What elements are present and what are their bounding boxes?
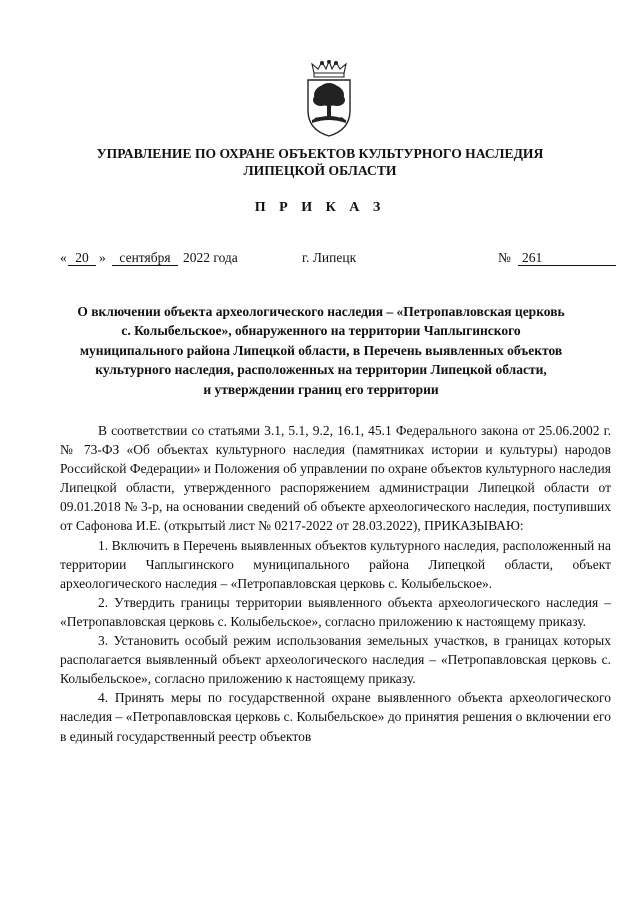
coat-of-arms-emblem xyxy=(300,60,358,138)
date-close-quote: » xyxy=(99,250,106,265)
preamble-paragraph: В соответствии со статьями 3.1, 5.1, 9.2, 16.1, 45.1 Федерального закона от 25.06.2002 г. № 73-ФЗ «Об объектах культурного наследия (памятниках истории и культуры) народов Российской Федерации» и Положения об управлении по охране объектов культурного наследия Липецкой области, утвержденного распоряжением администрации Липецкой области от 09.01.2018 № 3-р, на основании сведений об объекте археологического наследия, поступивших от Сафонова И.Е. (открытый лист № 0217-2022 от 28.03.2022), ПРИКАЗЫВАЮ: xyxy=(60,423,611,534)
number-sign: № xyxy=(498,250,511,265)
title-line: с. Колыбельское», обнаруженного на территории Чаплыгинского xyxy=(121,323,521,339)
org-line-1: УПРАВЛЕНИЕ ПО ОХРАНЕ ОБЪЕКТОВ КУЛЬТУРНОГО НАСЛЕДИЯ xyxy=(96,146,544,161)
city: г. Липецк xyxy=(302,250,357,265)
order-body xyxy=(60,421,611,746)
document-type: П Р И К А З xyxy=(254,200,386,215)
title-line: муниципального района Липецкой области, в Перечень выявленных объектов xyxy=(79,342,563,358)
organization-name xyxy=(60,145,580,179)
order-title xyxy=(60,302,582,399)
date-year: 2022 года xyxy=(183,250,238,265)
order-number: 261 xyxy=(518,250,616,266)
clause-2: 2. Утвердить границы территории выявленного объекта археологического наследия – «Петропавловская церковь с. Колыбельское», согласно приложению к настоящему приказу. xyxy=(60,594,611,629)
clause-4: 4. Принять меры по государственной охране выявленного объекта археологического наследия – «Петропавловская церковь с. Колыбельское» до принятия решения о включении его в единый государственный реестр объектов xyxy=(60,690,611,744)
title-line: и утверждении границ его территории xyxy=(203,381,439,397)
title-line: культурного наследия, расположенных на территории Липецкой области, xyxy=(95,362,547,378)
title-line: О включении объекта археологического наследия – «Петропавловская церковь xyxy=(77,304,565,319)
clause-1: 1. Включить в Перечень выявленных объектов культурного наследия, расположенный на территории Чаплыгинского муниципального района Липецкой области, объект археологического наследия – «Петропавловская церковь с. Колыбельское». xyxy=(60,537,611,591)
clause-3: 3. Установить особый режим использования земельных участков, в границах которых располагается выявленный объект археологического наследия – «Петропавловская церковь с. Колыбельское», согласно приложению к настоящему приказу. xyxy=(60,633,611,687)
org-line-2: ЛИПЕЦКОЙ ОБЛАСТИ xyxy=(243,163,397,178)
date-number-line xyxy=(60,250,620,270)
date-month: сентября xyxy=(112,250,178,266)
date-open-quote: « xyxy=(60,250,67,265)
date-day: 20 xyxy=(68,250,96,266)
